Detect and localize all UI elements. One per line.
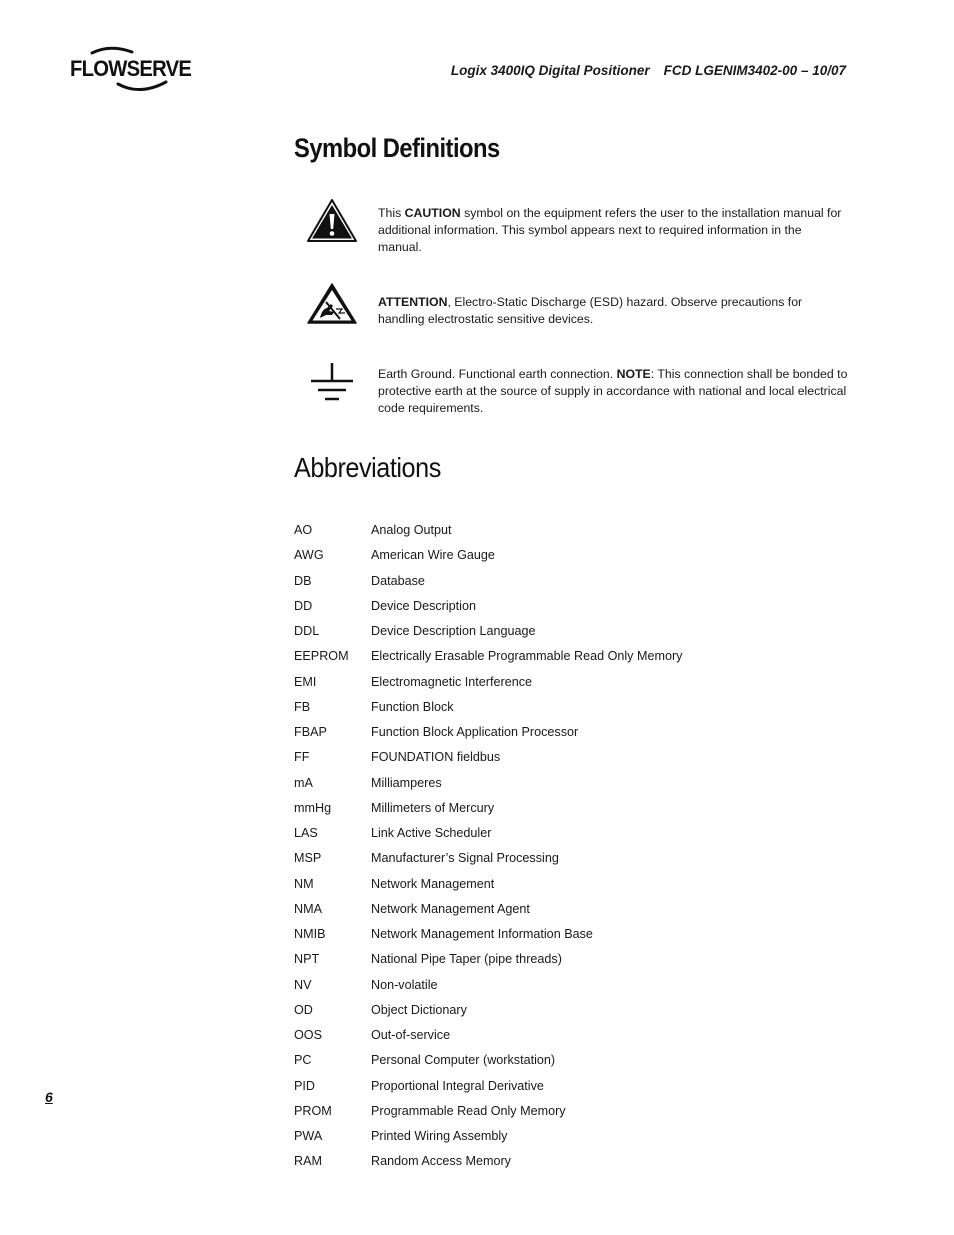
abbreviation-definition: Non-volatile [371,977,438,992]
abbreviation-definition: Network Management [371,876,495,891]
abbreviation-definition: Electrically Erasable Programmable Read Only Memory [371,649,683,664]
abbreviation-code: NPT [294,952,320,967]
abbreviation-code: NMIB [294,927,326,941]
abbreviation-code: FF [294,750,310,765]
ground-text-prefix: Earth Ground. Functional earth connection. [378,367,617,381]
esd-text-body: , Electro-Static Discharge (ESD) hazard. Observe precautions for handling electrostatic sensitive devices. [378,295,803,326]
esd-keyword: ATTENTION [378,295,448,309]
abbreviation-row [294,773,854,798]
caution-text-body: symbol on the equipment refers the user to the installation manual for additional information. This symbol appears next to required information in the manual. [378,206,842,254]
abbreviation-row [294,1025,854,1050]
abbreviation-definition: Out-of-service [371,1028,451,1042]
abbreviation-code: PC [294,1053,312,1068]
abbreviation-definition: Link Active Scheduler [371,826,492,840]
abbreviation-definition: American Wire Gauge [371,548,495,563]
abbreviation-definition: Function Block Application Processor [371,725,579,739]
abbreviation-row [294,747,854,772]
abbreviation-code: DDL [294,624,320,638]
esd-hazard-icon [306,282,358,326]
abbreviation-code: MSP [294,851,322,866]
ground-keyword: NOTE [616,367,651,381]
abbreviation-row [294,672,854,697]
abbreviation-definition: Analog Output [371,523,452,537]
abbreviation-row [294,722,854,747]
abbreviation-row [294,1050,854,1075]
document-code: FCD LGENIM3402-00 – 10/07 [663,63,846,78]
esd-description [378,294,848,328]
abbreviation-row [294,924,854,949]
document-header [380,63,846,78]
abbreviation-code: EEPROM [294,649,349,664]
abbreviation-code: AO [294,523,313,537]
abbreviation-definition: Function Block [371,699,454,714]
symbol-definitions-heading: Symbol Definitions [294,133,500,163]
abbreviation-code: PID [294,1078,315,1093]
abbreviation-row [294,520,854,545]
abbreviation-definition: FOUNDATION fieldbus [371,750,501,765]
abbreviation-code: PROM [294,1103,332,1118]
abbreviation-code: DD [294,598,313,613]
abbreviation-code: NV [294,977,312,992]
abbreviation-code: LAS [294,826,318,840]
abbreviation-row [294,848,854,873]
abbreviation-code: FBAP [294,725,327,739]
abbreviation-code: RAM [294,1154,322,1169]
abbreviations-heading: Abbreviations [294,452,441,483]
abbreviation-row [294,545,854,570]
abbreviation-row [294,621,854,646]
caution-triangle-icon [306,198,358,244]
ground-description [378,366,848,417]
abbreviation-code: PWA [294,1129,323,1143]
abbreviation-row [294,1126,854,1151]
abbreviation-definition: Programmable Read Only Memory [371,1103,566,1118]
abbreviation-row [294,1101,854,1126]
abbreviation-code: OOS [294,1028,322,1042]
abbreviation-row [294,899,854,924]
abbreviations-list [294,520,854,1177]
abbreviation-definition: Random Access Memory [371,1154,511,1169]
caution-keyword: CAUTION [404,206,461,220]
abbreviation-definition: Network Management Information Base [371,927,593,941]
abbreviation-definition: Manufacturer’s Signal Processing [371,851,559,866]
caution-description [378,205,848,256]
abbreviation-definition: Milliamperes [371,775,442,790]
abbreviation-definition: Network Management Agent [371,901,530,916]
abbreviation-row [294,949,854,974]
abbreviation-row [294,874,854,899]
abbreviation-definition: National Pipe Taper (pipe threads) [371,952,562,967]
abbreviation-row [294,697,854,722]
abbreviation-definition: Proportional Integral Derivative [371,1078,544,1093]
abbreviation-row [294,1151,854,1176]
abbreviation-code: DB [294,573,312,588]
abbreviation-code: FB [294,699,311,714]
abbreviation-code: OD [294,1002,313,1017]
abbreviation-code: mA [294,775,313,790]
abbreviation-definition: Printed Wiring Assembly [371,1129,508,1143]
caution-text-prefix: This [378,206,405,220]
abbreviation-row [294,798,854,823]
earth-ground-icon [306,362,358,404]
abbreviation-row [294,1000,854,1025]
abbreviation-definition: Object Dictionary [371,1002,467,1017]
abbreviation-row [294,823,854,848]
abbreviation-definition: Electromagnetic Interference [371,674,533,689]
logo-wordmark: FLOWSERVE [70,56,192,81]
abbreviation-definition: Device Description [371,598,476,613]
abbreviation-row [294,571,854,596]
abbreviation-definition: Device Description Language [371,624,536,638]
abbreviation-definition: Millimeters of Mercury [371,800,495,815]
abbreviation-code: NMA [294,901,322,916]
abbreviation-row [294,975,854,1000]
ground-text-body: : This connection shall be bonded to protective earth at the source of supply in accordance with national and local electrical code requirements. [378,367,848,415]
abbreviation-row [294,646,854,671]
abbreviation-code: AWG [294,548,324,563]
flowserve-logo [70,44,205,94]
abbreviation-code: EMI [294,674,317,689]
abbreviation-code: mmHg [294,800,332,815]
page-number: 6 [45,1089,53,1105]
abbreviation-definition: Database [371,573,425,588]
abbreviation-row [294,596,854,621]
abbreviation-code: NM [294,876,314,891]
document-title: Logix 3400IQ Digital Positioner [450,63,650,78]
abbreviation-row [294,1076,854,1101]
abbreviation-definition: Personal Computer (workstation) [371,1053,556,1068]
